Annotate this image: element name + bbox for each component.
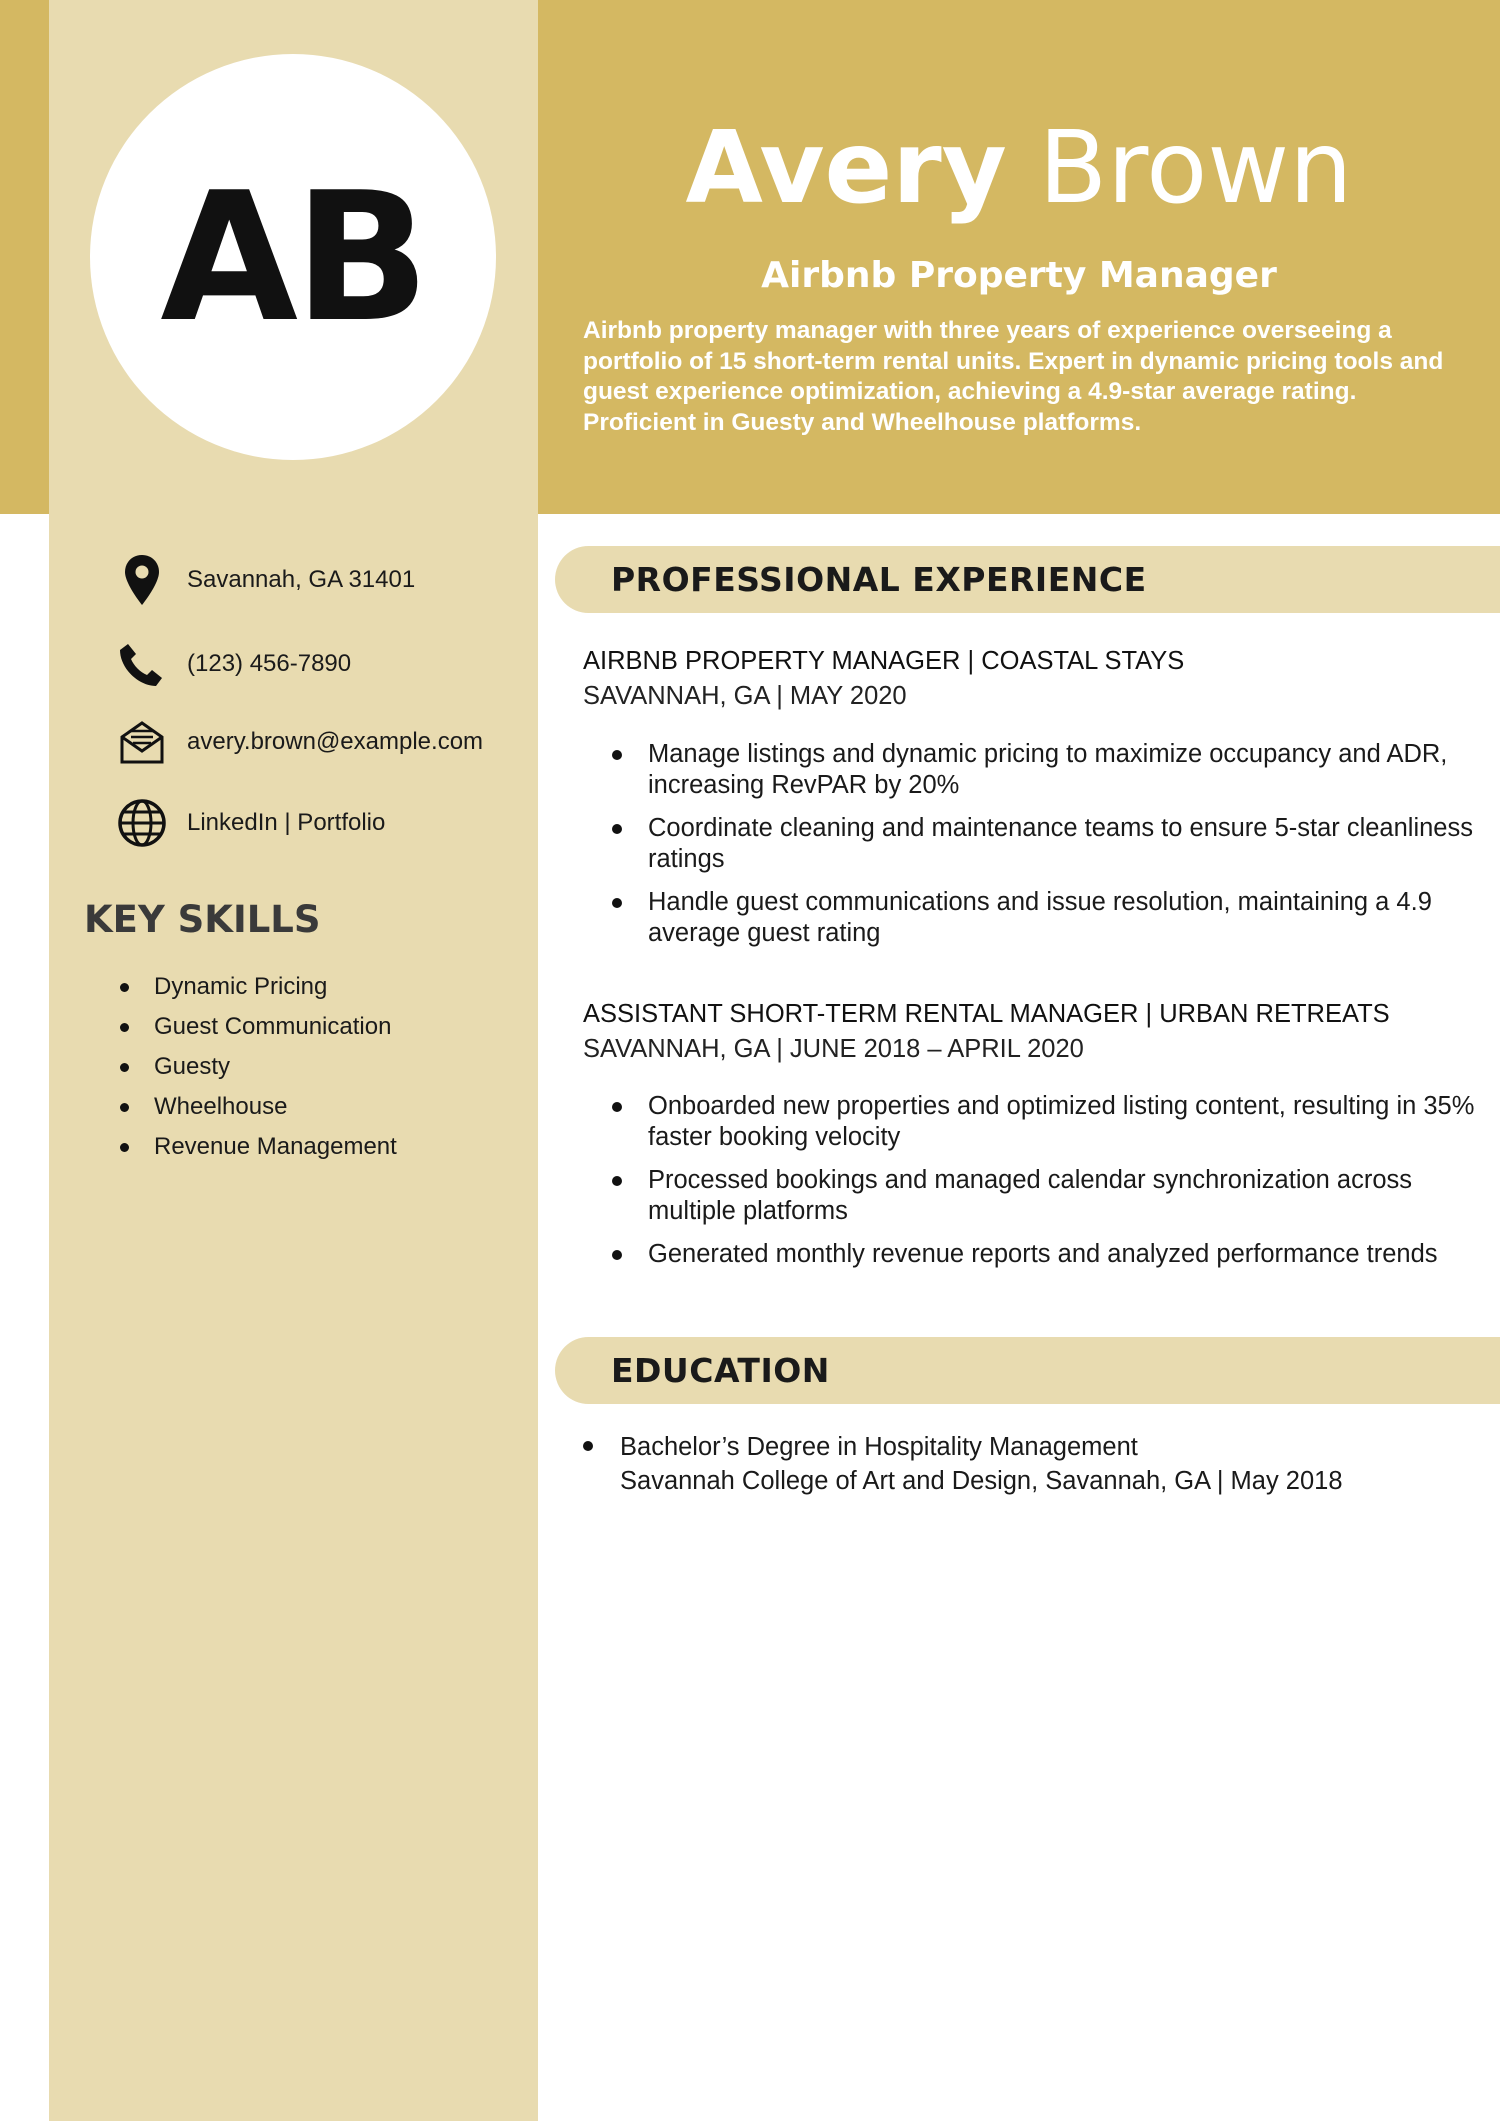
education-school: Savannah College of Art and Design, Savannah, GA | May 2018 [620,1467,1343,1495]
skill-item: Dynamic Pricing [120,970,397,1010]
email-text[interactable]: avery.brown@example.com [187,728,484,755]
skill-item: Guest Communication [120,1010,397,1050]
links-text[interactable]: LinkedIn | Portfolio [187,809,386,836]
education-bullet [583,1441,593,1451]
experience-section-bar [555,546,1500,613]
contact-location [115,553,415,607]
job-1-title: AIRBNB PROPERTY MANAGER | COASTAL STAYS [583,647,1185,675]
job-2-bullets [612,1091,1482,1282]
skill-item: Guesty [120,1050,397,1090]
job-bullet: Handle guest communications and issue resolution, maintaining a 4.9 average guest rating [612,887,1482,949]
phone-text: (123) 456-7890 [187,650,352,677]
education-heading: EDUCATION [611,1351,830,1390]
job-2-title: ASSISTANT SHORT-TERM RENTAL MANAGER | URBAN RETREATS [583,1000,1390,1028]
job-bullet: Generated monthly revenue reports and analyzed performance trends [612,1239,1482,1270]
job-2-meta: SAVANNAH, GA | JUNE 2018 – APRIL 2020 [583,1035,1084,1063]
education-degree: Bachelor’s Degree in Hospitality Management [620,1433,1138,1461]
monogram-circle [90,54,496,460]
job-title-heading: Airbnb Property Manager [761,255,1277,296]
last-name: Brown [1038,109,1353,226]
skills-list [120,970,397,1170]
job-1-meta: SAVANNAH, GA | MAY 2020 [583,682,907,710]
contact-links[interactable] [115,796,385,850]
full-name [538,109,1500,226]
location-text: Savannah, GA 31401 [187,566,416,593]
education-section-bar [555,1337,1500,1404]
summary: Airbnb property manager with three years of experience overseeing a portfolio of 15 short-term rental units. Expert in dynamic pricing tools and guest experience optimization, achieving a 4.9-star average rating. Proficient in Guesty and Wheelhouse platforms. [583,317,1444,436]
globe-icon [115,796,169,850]
phone-icon [115,637,169,691]
job-bullet: Processed bookings and managed calendar synchronization across multiple platforms [612,1165,1482,1227]
contact-email[interactable] [115,715,483,769]
skill-item: Wheelhouse [120,1090,397,1130]
job-bullet: Manage listings and dynamic pricing to maximize occupancy and ADR, increasing RevPAR by 20% [612,739,1482,801]
location-pin-icon [115,553,169,607]
job-bullet: Coordinate cleaning and maintenance teams to ensure 5-star cleanliness ratings [612,813,1482,875]
email-envelope-icon [115,715,169,769]
skill-item: Revenue Management [120,1130,397,1170]
job-bullet: Onboarded new properties and optimized listing content, resulting in 35% faster booking velocity [612,1091,1482,1153]
job-1-bullets [612,739,1482,961]
experience-heading: PROFESSIONAL EXPERIENCE [611,560,1147,599]
monogram-text: AB [160,153,426,361]
education-entry [583,1430,1343,1498]
contact-phone [115,637,351,691]
skills-heading: KEY SKILLS [84,898,321,941]
first-name: Avery [685,109,1007,226]
